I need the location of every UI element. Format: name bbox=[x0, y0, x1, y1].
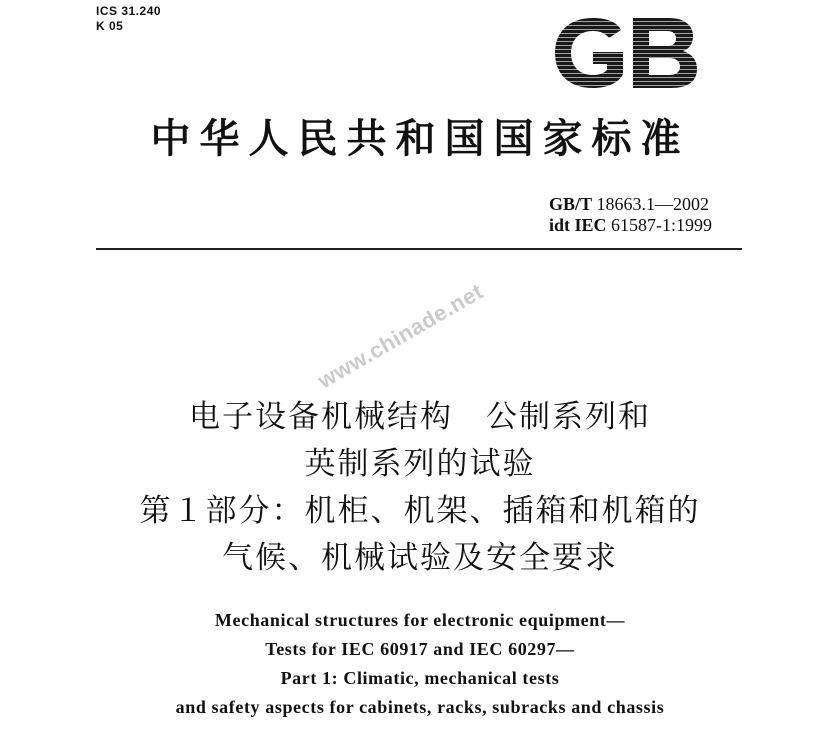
idt-code-row bbox=[549, 215, 712, 236]
chinese-title-line-4: 气候、机械试验及安全要求 bbox=[222, 540, 618, 576]
english-title bbox=[0, 606, 840, 722]
classification-block bbox=[96, 4, 161, 34]
header-divider bbox=[96, 248, 742, 250]
gbt-code-row bbox=[549, 194, 712, 215]
idt-number: 61587-1:1999 bbox=[611, 215, 712, 235]
gbt-prefix: GB/T bbox=[548, 194, 592, 214]
english-title-line-3: Part 1: Climatic, mechanical tests bbox=[280, 668, 560, 688]
chinese-title-line-1: 电子设备机械结构 公制系列和 bbox=[189, 399, 651, 435]
ics-code: ICS 31.240 bbox=[96, 4, 162, 18]
watermark-text: www.chinade.net bbox=[313, 278, 488, 394]
idt-prefix: idt IEC bbox=[548, 215, 607, 235]
gb-logo-icon bbox=[551, 14, 701, 92]
chinese-title-line-3: 第１部分：机柜、机架、插箱和机箱的 bbox=[139, 493, 701, 529]
english-title-line-2: Tests for IEC 60917 and IEC 60297— bbox=[265, 639, 575, 659]
chinese-title-line-2: 英制系列的试验 bbox=[304, 446, 536, 482]
english-title-line-1: Mechanical structures for electronic equipment— bbox=[214, 610, 626, 630]
english-title-line-4: and safety aspects for cabinets, racks, subracks and chassis bbox=[175, 697, 665, 717]
gbt-number: 18663.1—2002 bbox=[596, 194, 709, 214]
standard-title: 中华人民共和国国家标准 bbox=[150, 115, 690, 162]
standard-codes bbox=[549, 194, 712, 236]
ccs-code: K 05 bbox=[96, 19, 124, 33]
chinese-title bbox=[0, 394, 840, 582]
